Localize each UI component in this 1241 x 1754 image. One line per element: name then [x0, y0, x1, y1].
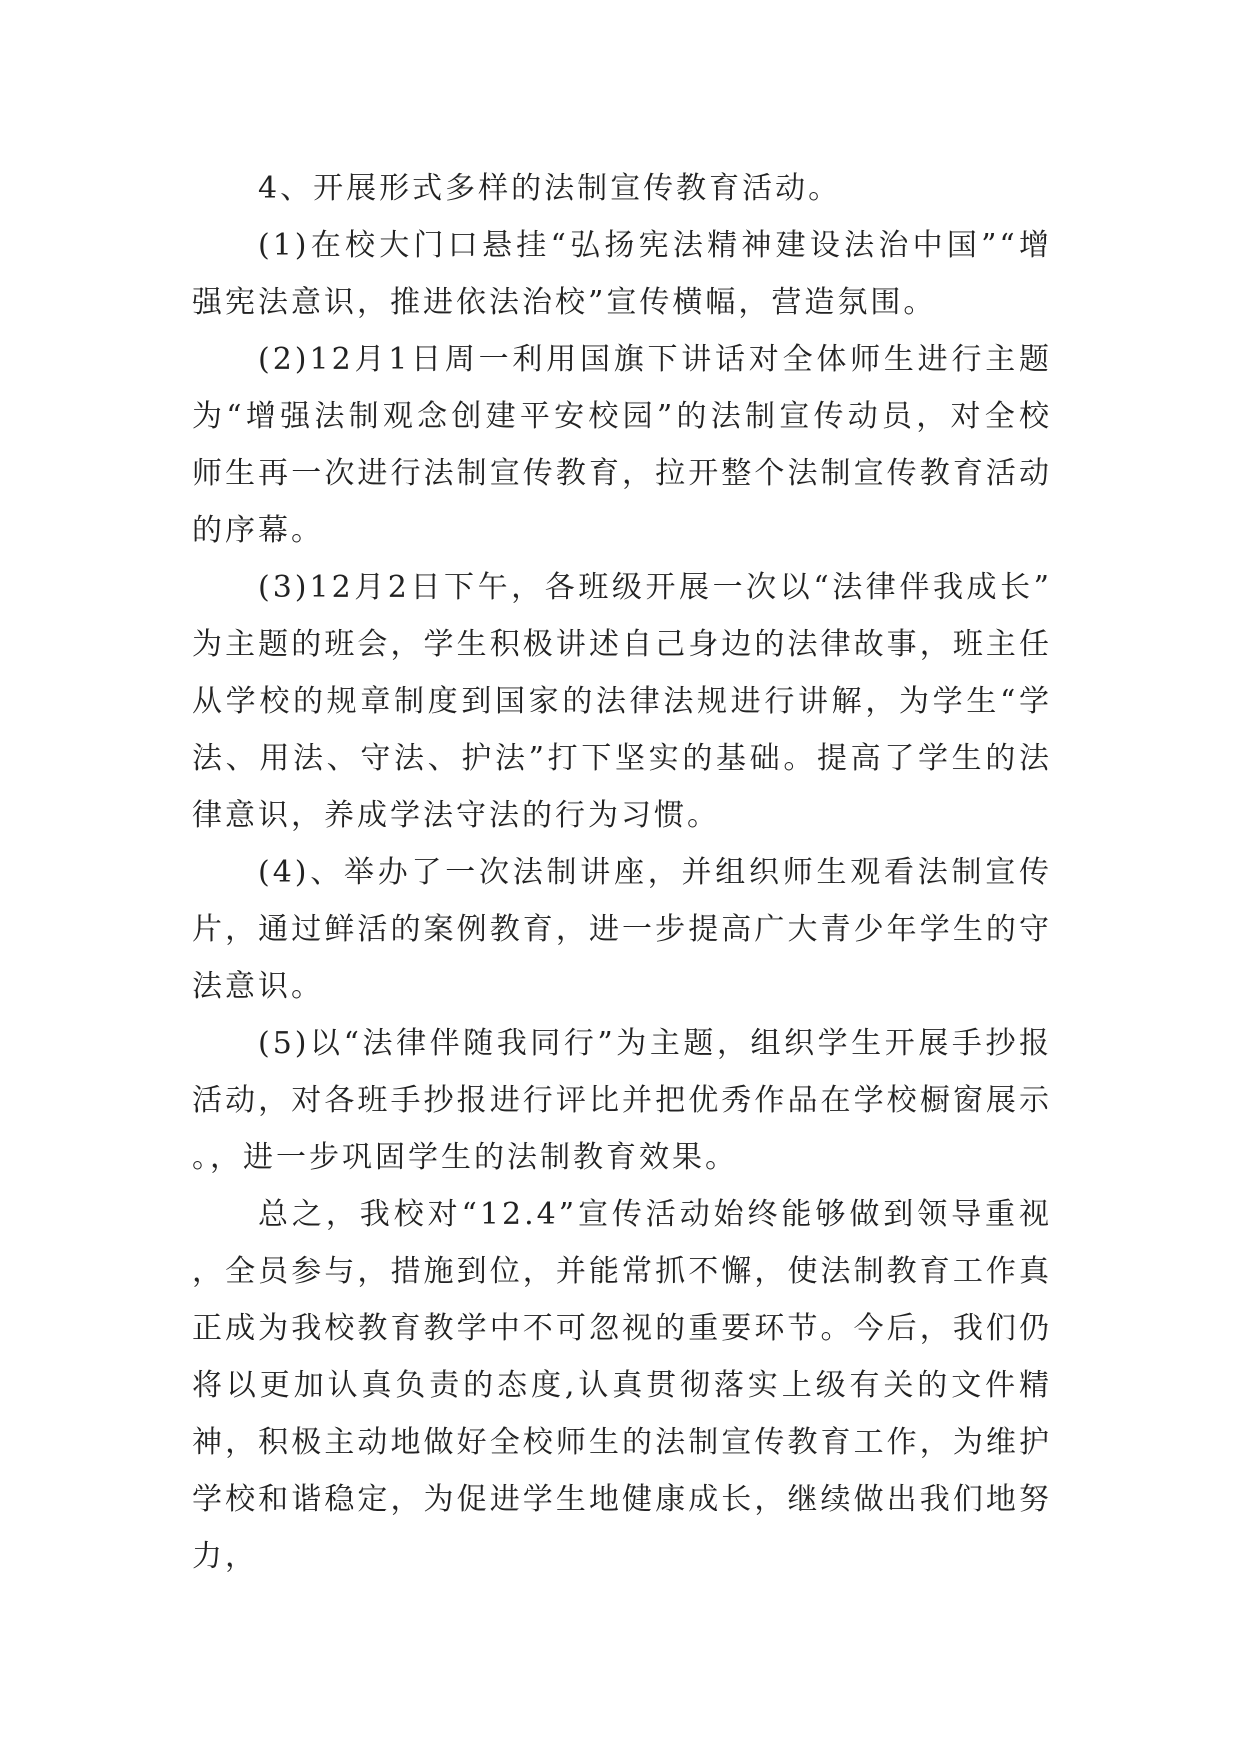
paragraph-item-2: (2)12月1日周一利用国旗下讲话对全体师生进行主题为“增强法制观念创建平安校园”的法制宣传动员，对全校师生再一次进行法制宣传教育，拉开整个法制宣传教育活动的序幕。 [192, 342, 1052, 548]
paragraph-item-4: (4)、举办了一次法制讲座，并组织师生观看法制宣传片，通过鲜活的案例教育，进一步提高广大青少年学生的守法意识。 [192, 855, 1052, 1004]
paragraph-item-3: (3)12月2日下午，各班级开展一次以“法律伴我成长”为主题的班会，学生积极讲述自己身边的法律故事，班主任从学校的规章制度到国家的法律法规进行讲解，为学生“学法、用法、守法、护法”打下坚实的基础。提高了学生的法律意识，养成学法守法的行为习惯。 [192, 570, 1052, 833]
paragraph-item-5: (5)以“法律伴随我同行”为主题，组织学生开展手抄报活动，对各班手抄报进行评比并把优秀作品在学校橱窗展示。，进一步巩固学生的法制教育效果。 [192, 1026, 1052, 1175]
paragraph-summary: 总之，我校对“12.4”宣传活动始终能够做到领导重视，全员参与，措施到位，并能常抓不懈，使法制教育工作真正成为我校教育教学中不可忽视的重要环节。今后，我们仍将以更加认真负责的态度,认真贯彻落实上级有关的文件精神，积极主动地做好全校师生的法制宣传教育工作，为维护学校和谐稳定，为促进学生地健康成长，继续做出我们地努力， [192, 1197, 1052, 1574]
document-body [192, 160, 1052, 1585]
paragraph-activities-heading: 4、开展形式多样的法制宣传教育活动。 [258, 171, 842, 206]
paragraph-item-1: (1)在校大门口悬挂“弘扬宪法精神建设法治中国”“增强宪法意识，推进依法治校”宣传横幅，营造氛围。 [192, 228, 1052, 320]
